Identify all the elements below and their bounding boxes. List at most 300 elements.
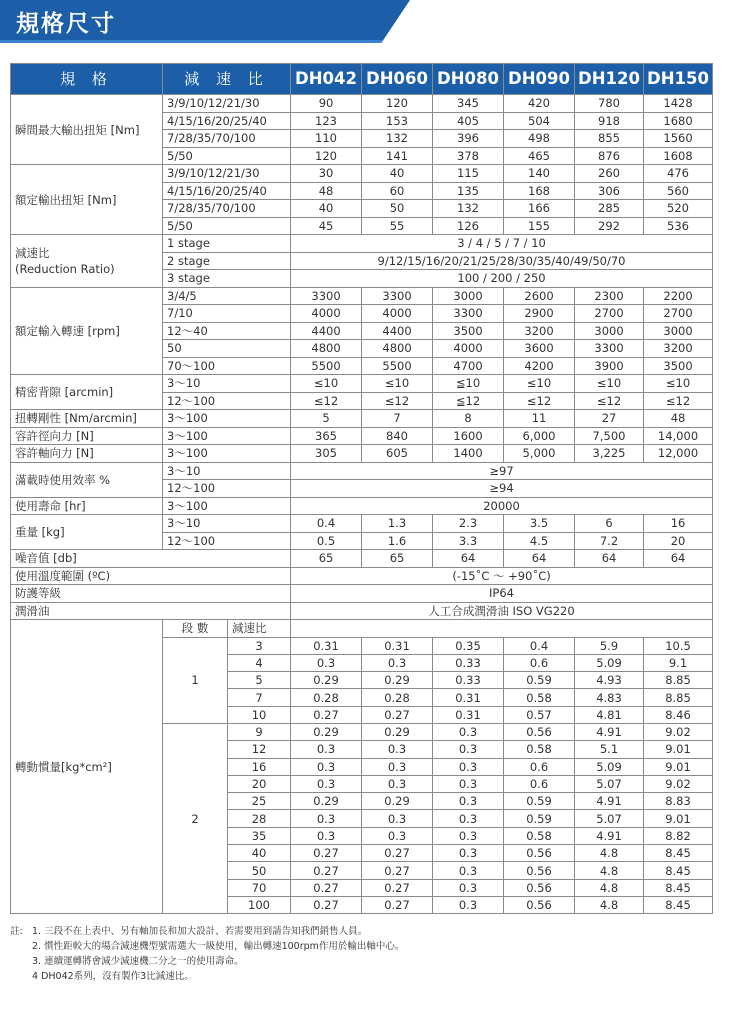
ratio-cell: 3/9/10/12/21/30 (163, 165, 291, 183)
note-line (10, 954, 730, 969)
value-cell: 2900 (504, 305, 575, 323)
value-cell: 50 (362, 200, 433, 218)
table-row (11, 602, 713, 620)
ratio-cell: 70 (228, 879, 291, 896)
value-cell: 0.3 (433, 862, 504, 879)
value-cell: 0.35 (433, 637, 504, 654)
note-text: 2. 慣性距較大的場合減速機型號需選大一級使用，輸出轉速100rpm作用於輸出軸中心。 (32, 941, 405, 952)
value-cell: 27 (575, 410, 644, 428)
ratio-cell: 3～10 (163, 515, 291, 533)
spec-table-body (11, 95, 713, 914)
value-cell: 405 (433, 112, 504, 130)
value-cell: 3,225 (575, 445, 644, 463)
table-row (11, 497, 713, 515)
value-cell: ≤10 (575, 375, 644, 393)
value-cell: 123 (291, 112, 362, 130)
note-line (10, 969, 730, 984)
ratio-cell: 28 (228, 810, 291, 827)
value-cell: 0.31 (433, 689, 504, 706)
value-cell: 0.3 (433, 775, 504, 792)
note-text: 4 DH042系列，沒有製作3比減速比。 (32, 971, 194, 982)
table-row (11, 287, 713, 305)
value-cell: 365 (291, 427, 362, 445)
value-cell: 0.29 (291, 793, 362, 810)
value-cell: 0.58 (504, 741, 575, 758)
value-cell: 536 (644, 217, 713, 235)
value-cell: 0.58 (504, 827, 575, 844)
table-row (11, 410, 713, 428)
value-cell: 48 (291, 182, 362, 200)
value-cell: 132 (433, 200, 504, 218)
ratio-cell: 3/9/10/12/21/30 (163, 95, 291, 113)
value-cell: 0.27 (362, 879, 433, 896)
ratio-cell: 3～100 (163, 445, 291, 463)
noise-label: 噪音值 [db] (11, 550, 291, 568)
value-cell: 0.56 (504, 723, 575, 740)
value-cell: 292 (575, 217, 644, 235)
value-cell: 4000 (291, 305, 362, 323)
value-cell: 45 (291, 217, 362, 235)
ratio-cell: 3～10 (163, 462, 291, 480)
value-cell: ≤10 (362, 375, 433, 393)
value-cell: 64 (433, 550, 504, 568)
value-cell: 2700 (575, 305, 644, 323)
value-cell: 1680 (644, 112, 713, 130)
value-cell: 132 (362, 130, 433, 148)
header-row (11, 64, 713, 95)
value-cell: 5.09 (575, 654, 644, 671)
header-spec: 規 格 (11, 64, 163, 95)
value-cell: 0.3 (433, 896, 504, 913)
value-cell: 0.3 (433, 810, 504, 827)
value-cell: 0.27 (291, 879, 362, 896)
ratio-list-cell: 9/12/15/16/20/21/25/28/30/35/40/49/50/70 (291, 252, 713, 270)
value-cell: 7 (362, 410, 433, 428)
lube-label: 潤滑油 (11, 602, 291, 620)
value-cell: 120 (291, 147, 362, 165)
backlash-label: 精密背隙 [arcmin] (11, 375, 163, 410)
value-cell: 0.6 (504, 654, 575, 671)
value-cell: 0.27 (291, 706, 362, 723)
value-cell: ≥97 (291, 462, 713, 480)
value-cell: 8.82 (644, 827, 713, 844)
ratio-cell: 3～100 (163, 410, 291, 428)
value-cell: ≤12 (575, 392, 644, 410)
value-cell: 5.1 (575, 741, 644, 758)
value-cell: 40 (291, 200, 362, 218)
value-cell: 4700 (433, 357, 504, 375)
value-cell: 5500 (291, 357, 362, 375)
max-torque-label: 瞬間最大輸出扭矩 [Nm] (11, 95, 163, 165)
value-cell: 305 (291, 445, 362, 463)
value-cell: 5.07 (575, 810, 644, 827)
value-cell: 0.3 (291, 810, 362, 827)
value-cell: ≤10 (291, 375, 362, 393)
ratio-cell: 9 (228, 723, 291, 740)
table-row (11, 375, 713, 393)
value-cell: 0.29 (362, 723, 433, 740)
value-cell: 120 (362, 95, 433, 113)
value-cell: 3.3 (433, 532, 504, 550)
value-cell: 0.27 (362, 706, 433, 723)
table-row (11, 235, 713, 253)
value-cell: 6 (575, 515, 644, 533)
value-cell: 0.59 (504, 672, 575, 689)
spec-table (10, 63, 713, 914)
ratio-cell: 10 (228, 706, 291, 723)
value-cell: 9.01 (644, 758, 713, 775)
efficiency-label: 滿載時使用效率 % (11, 462, 163, 497)
value-cell: 64 (575, 550, 644, 568)
value-cell: 3300 (362, 287, 433, 305)
ratio-cell: 12～100 (163, 392, 291, 410)
value-cell: 4.8 (575, 896, 644, 913)
value-cell: 9.1 (644, 654, 713, 671)
value-cell: 8.45 (644, 896, 713, 913)
ratio-cell: 7/28/35/70/100 (163, 200, 291, 218)
protection-label: 防護等級 (11, 585, 291, 603)
value-cell: 560 (644, 182, 713, 200)
ratio-list-cell: 3 / 4 / 5 / 7 / 10 (291, 235, 713, 253)
value-cell: 0.3 (433, 827, 504, 844)
value-cell: 4.91 (575, 793, 644, 810)
value-cell: 876 (575, 147, 644, 165)
stage-cell: 2 stage (163, 252, 291, 270)
value-cell: 0.59 (504, 793, 575, 810)
note-line (10, 924, 730, 939)
ratio-cell: 50 (228, 862, 291, 879)
value-cell: 8.45 (644, 845, 713, 862)
value-cell: 4.93 (575, 672, 644, 689)
value-cell: 135 (433, 182, 504, 200)
value-cell: 0.3 (291, 758, 362, 775)
value-cell: 8.45 (644, 862, 713, 879)
stage-cell: 1 stage (163, 235, 291, 253)
ratio-cell: 5/50 (163, 217, 291, 235)
table-row (11, 550, 713, 568)
value-cell: 0.3 (291, 741, 362, 758)
value-cell: 498 (504, 130, 575, 148)
value-cell: 14,000 (644, 427, 713, 445)
value-cell: 0.3 (433, 845, 504, 862)
value-cell: 168 (504, 182, 575, 200)
value-cell: 9.02 (644, 723, 713, 740)
value-cell: 7,500 (575, 427, 644, 445)
value-cell: 4.83 (575, 689, 644, 706)
value-cell: 3900 (575, 357, 644, 375)
value-cell: 5500 (362, 357, 433, 375)
value-cell: 2300 (575, 287, 644, 305)
value-cell: 8.83 (644, 793, 713, 810)
value-cell: 4.91 (575, 723, 644, 740)
value-cell: 0.3 (291, 654, 362, 671)
value-cell: 0.3 (362, 827, 433, 844)
value-cell: 65 (362, 550, 433, 568)
value-cell: 12,000 (644, 445, 713, 463)
header-model: DH080 (433, 64, 504, 95)
value-cell: (-15˚C ～ +90˚C) (291, 567, 713, 585)
value-cell: 0.27 (362, 845, 433, 862)
value-cell: 780 (575, 95, 644, 113)
value-cell: 1608 (644, 147, 713, 165)
value-cell: 4.8 (575, 879, 644, 896)
ratio-cell: 12～100 (163, 480, 291, 498)
weight-label: 重量 [kg] (11, 515, 163, 550)
table-row (11, 515, 713, 533)
value-cell: 4.8 (575, 845, 644, 862)
table-row (11, 427, 713, 445)
value-cell: ≤12 (291, 392, 362, 410)
temp-label: 使用溫度範圍 (ºC) (11, 567, 291, 585)
value-cell: 9.02 (644, 775, 713, 792)
value-cell: 0.3 (433, 758, 504, 775)
value-cell: 0.3 (433, 741, 504, 758)
value-cell: 11 (504, 410, 575, 428)
stage-cell: 2 (163, 723, 228, 913)
value-cell: 0.56 (504, 896, 575, 913)
reduction-label-cn: 減速比 (15, 245, 50, 260)
value-cell: 5.9 (575, 637, 644, 654)
value-cell: 5.07 (575, 775, 644, 792)
value-cell: 8.85 (644, 672, 713, 689)
value-cell: 0.3 (362, 741, 433, 758)
value-cell: 4.91 (575, 827, 644, 844)
value-cell: 65 (291, 550, 362, 568)
value-cell: 0.5 (291, 532, 362, 550)
value-cell: 396 (433, 130, 504, 148)
ratio-cell: 4/15/16/20/25/40 (163, 182, 291, 200)
ratio-cell: 40 (228, 845, 291, 862)
value-cell: 9.01 (644, 741, 713, 758)
value-cell: 2700 (644, 305, 713, 323)
value-cell: 8.85 (644, 689, 713, 706)
value-cell: 140 (504, 165, 575, 183)
header-model: DH042 (291, 64, 362, 95)
value-cell: 8 (433, 410, 504, 428)
life-label: 使用壽命 [hr] (11, 497, 163, 515)
value-cell: 0.58 (504, 689, 575, 706)
value-cell: 4.5 (504, 532, 575, 550)
ratio-cell: 4 (228, 654, 291, 671)
page-title: 規格尺寸 (16, 10, 116, 37)
value-cell: 3600 (504, 340, 575, 358)
value-cell: 40 (362, 165, 433, 183)
value-cell: 0.29 (291, 672, 362, 689)
value-cell: 8.46 (644, 706, 713, 723)
value-cell: 0.28 (362, 689, 433, 706)
value-cell: 2.3 (433, 515, 504, 533)
value-cell: ≤10 (504, 375, 575, 393)
value-cell: 0.27 (362, 862, 433, 879)
value-cell: 0.3 (362, 758, 433, 775)
value-cell: 141 (362, 147, 433, 165)
table-row (11, 445, 713, 463)
value-cell: 0.3 (362, 810, 433, 827)
value-cell: 0.33 (433, 654, 504, 671)
value-cell: 3000 (575, 322, 644, 340)
notes-section (10, 924, 730, 984)
reduction-ratio-label (11, 235, 163, 288)
axial-force-label: 容許軸向力 [N] (11, 445, 163, 463)
ratio-cell: 3～100 (163, 427, 291, 445)
value-cell: 4000 (362, 305, 433, 323)
value-cell: 0.3 (291, 775, 362, 792)
value-cell: 0.4 (291, 515, 362, 533)
value-cell: 4400 (362, 322, 433, 340)
value-cell: 64 (504, 550, 575, 568)
value-cell: 5 (291, 410, 362, 428)
value-cell: 4200 (504, 357, 575, 375)
rated-speed-label: 額定輸入轉速 [rpm] (11, 287, 163, 375)
note-line (10, 939, 730, 954)
value-cell: 0.28 (291, 689, 362, 706)
ratio-cell: 3/4/5 (163, 287, 291, 305)
ratio-cell: 5/50 (163, 147, 291, 165)
value-cell: 48 (644, 410, 713, 428)
value-cell: 3500 (433, 322, 504, 340)
value-cell: 465 (504, 147, 575, 165)
value-cell: 0.27 (362, 896, 433, 913)
table-row (11, 620, 713, 638)
notes-prefix: 註: (10, 926, 23, 937)
value-cell: 3000 (433, 287, 504, 305)
value-cell: 520 (644, 200, 713, 218)
ratio-list-cell: 100 / 200 / 250 (291, 270, 713, 288)
value-cell: 345 (433, 95, 504, 113)
blank-cell (291, 620, 713, 638)
value-cell: 3300 (433, 305, 504, 323)
value-cell: 60 (362, 182, 433, 200)
ratio-cell: 70～100 (163, 357, 291, 375)
header-model: DH060 (362, 64, 433, 95)
value-cell: 378 (433, 147, 504, 165)
value-cell: 0.3 (433, 879, 504, 896)
value-cell: 4800 (291, 340, 362, 358)
value-cell: 0.29 (362, 793, 433, 810)
value-cell: 0.29 (362, 672, 433, 689)
value-cell: 504 (504, 112, 575, 130)
value-cell: 9.01 (644, 810, 713, 827)
value-cell: 0.3 (433, 723, 504, 740)
ratio-cell: 12～100 (163, 532, 291, 550)
value-cell: 153 (362, 112, 433, 130)
header-ratio: 減 速 比 (163, 64, 291, 95)
value-cell: 855 (575, 130, 644, 148)
value-cell: 3300 (291, 287, 362, 305)
value-cell: 4800 (362, 340, 433, 358)
value-cell: 1.3 (362, 515, 433, 533)
value-cell: 1560 (644, 130, 713, 148)
value-cell: ≤12 (362, 392, 433, 410)
value-cell: 0.3 (362, 775, 433, 792)
value-cell: ≤12 (504, 392, 575, 410)
value-cell: 0.31 (291, 637, 362, 654)
value-cell: 420 (504, 95, 575, 113)
value-cell: 1600 (433, 427, 504, 445)
value-cell: 155 (504, 217, 575, 235)
stage-cell: 1 (163, 637, 228, 723)
table-row (11, 567, 713, 585)
value-cell: 476 (644, 165, 713, 183)
value-cell: 55 (362, 217, 433, 235)
ratio-cell: 50 (163, 340, 291, 358)
value-cell: 0.57 (504, 706, 575, 723)
value-cell: 0.56 (504, 879, 575, 896)
value-cell: 0.27 (291, 896, 362, 913)
value-cell: 1400 (433, 445, 504, 463)
ratio-cell: 25 (228, 793, 291, 810)
value-cell: 110 (291, 130, 362, 148)
value-cell: 840 (362, 427, 433, 445)
value-cell: 6,000 (504, 427, 575, 445)
value-cell: 20000 (291, 497, 713, 515)
value-cell: 3200 (504, 322, 575, 340)
value-cell: 166 (504, 200, 575, 218)
value-cell: 4400 (291, 322, 362, 340)
value-cell: 3300 (575, 340, 644, 358)
value-cell: 126 (433, 217, 504, 235)
value-cell: 285 (575, 200, 644, 218)
value-cell: 0.56 (504, 862, 575, 879)
header-model: DH150 (644, 64, 713, 95)
value-cell: 2200 (644, 287, 713, 305)
value-cell: 0.4 (504, 637, 575, 654)
table-row (11, 95, 713, 113)
ratio-cell: 3～10 (163, 375, 291, 393)
value-cell: 7.2 (575, 532, 644, 550)
value-cell: 4.8 (575, 862, 644, 879)
value-cell: 5.09 (575, 758, 644, 775)
value-cell: 5,000 (504, 445, 575, 463)
value-cell: 0.29 (291, 723, 362, 740)
ratio-cell: 16 (228, 758, 291, 775)
ratio-cell: 100 (228, 896, 291, 913)
value-cell: 2600 (504, 287, 575, 305)
value-cell: 3500 (644, 357, 713, 375)
value-cell: 0.27 (291, 862, 362, 879)
ratio-cell: 5 (228, 672, 291, 689)
table-row (11, 462, 713, 480)
inertia-label: 轉動慣量[kg*cm²] (11, 620, 163, 914)
table-row (11, 165, 713, 183)
value-cell: 605 (362, 445, 433, 463)
value-cell: 0.31 (433, 706, 504, 723)
value-cell: ≤12 (644, 392, 713, 410)
stiffness-label: 扭轉剛性 [Nm/arcmin] (11, 410, 163, 428)
value-cell: 90 (291, 95, 362, 113)
ratio-cell: 20 (228, 775, 291, 792)
ratio-cell: 4/15/16/20/25/40 (163, 112, 291, 130)
note-text: 3. 連續運轉將會減少減速機二分之一的使用壽命。 (32, 956, 244, 967)
ratio-cell: 3～100 (163, 497, 291, 515)
ratio-cell: 7 (228, 689, 291, 706)
stage-cell: 3 stage (163, 270, 291, 288)
ratio-cell: 7/28/35/70/100 (163, 130, 291, 148)
value-cell: 30 (291, 165, 362, 183)
ratio-column-header: 減速比 (228, 620, 291, 638)
value-cell: ≦12 (433, 392, 504, 410)
radial-force-label: 容許徑向力 [N] (11, 427, 163, 445)
value-cell: ≦10 (433, 375, 504, 393)
ratio-cell: 12 (228, 741, 291, 758)
ratio-cell: 35 (228, 827, 291, 844)
value-cell: 0.27 (291, 845, 362, 862)
table-row (11, 585, 713, 603)
value-cell: 8.45 (644, 879, 713, 896)
value-cell: 64 (644, 550, 713, 568)
rated-torque-label: 額定輸出扭矩 [Nm] (11, 165, 163, 235)
value-cell: 306 (575, 182, 644, 200)
